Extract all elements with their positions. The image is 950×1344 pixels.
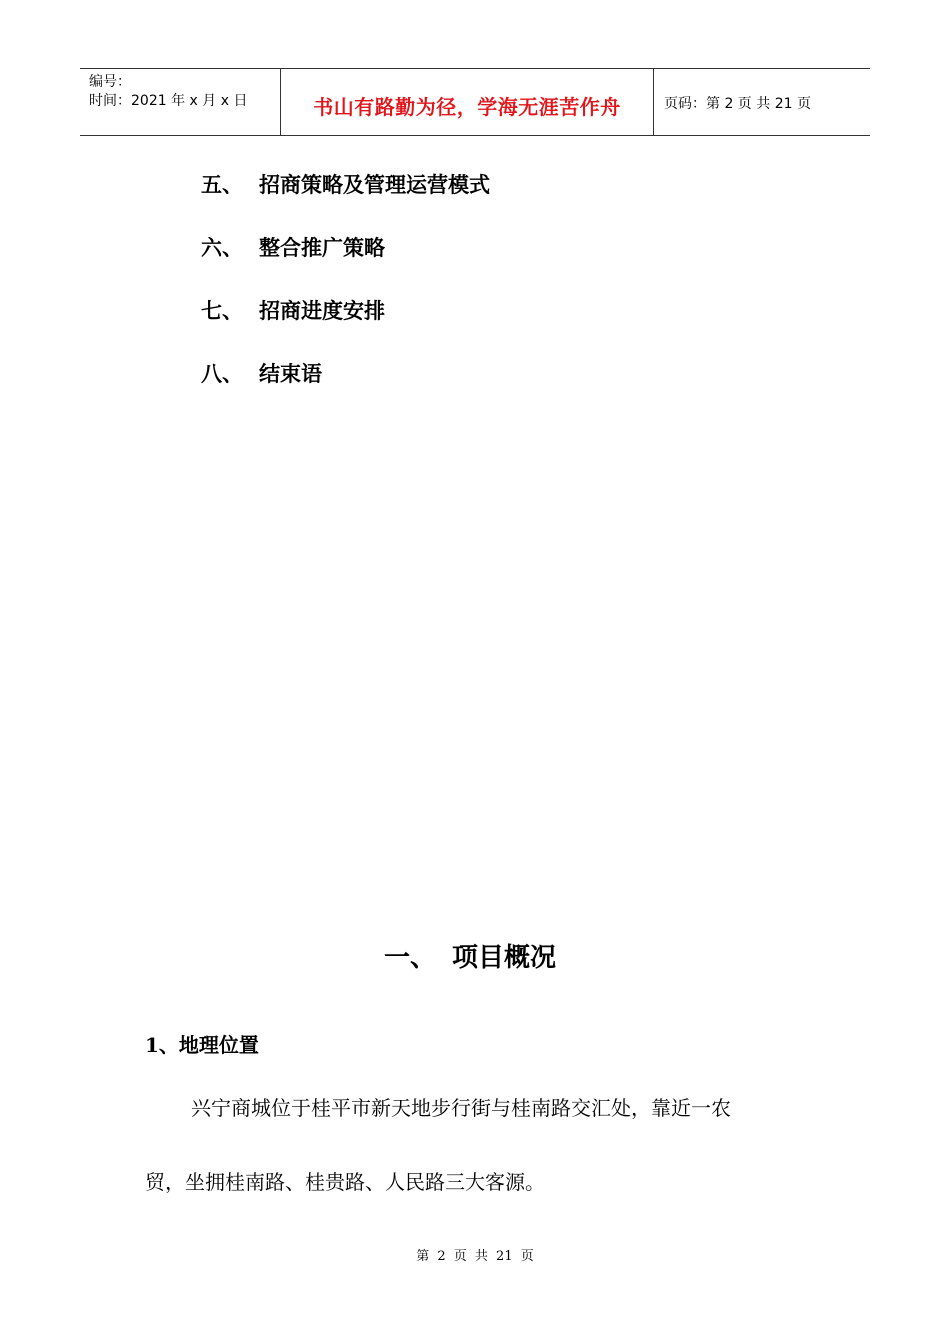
toc-item-text: 招商进度安排	[259, 299, 385, 323]
serial-number-label: 编号：	[89, 74, 131, 90]
toc-item-5	[201, 170, 490, 200]
section-number: 一、	[384, 943, 437, 973]
page-header	[80, 68, 870, 136]
subsection-heading: 1、地理位置	[145, 1033, 259, 1057]
toc-item-6	[201, 233, 385, 263]
date-label: 时间：2021 年 x 月 x 日	[89, 93, 248, 109]
motto-text: 书山有路勤为径，学海无涯苦作舟	[313, 94, 621, 119]
section-heading	[384, 940, 556, 976]
page-footer: 第 2 页 共 21 页	[416, 1249, 534, 1264]
header-motto-cell	[281, 69, 654, 135]
toc-item-number: 五、	[201, 173, 243, 197]
toc-item-number: 六、	[201, 236, 243, 260]
body-paragraph-line-1: 兴宁商城位于桂平市新天地步行街与桂南路交汇处，靠近一农	[191, 1096, 731, 1120]
header-page-cell	[654, 69, 870, 135]
toc-item-number: 七、	[201, 299, 243, 323]
page-info: 页码：第 2 页 共 21 页	[664, 96, 811, 112]
toc-item-text: 招商策略及管理运营模式	[259, 173, 490, 197]
header-meta-cell	[80, 69, 281, 135]
toc-item-number: 八、	[201, 362, 243, 386]
body-paragraph-line-2: 贸，坐拥桂南路、桂贵路、人民路三大客源。	[145, 1170, 545, 1194]
toc-item-text: 结束语	[259, 362, 322, 386]
toc-item-text: 整合推广策略	[259, 236, 385, 260]
toc-item-8	[201, 359, 322, 389]
section-title-text: 项目概况	[452, 943, 557, 973]
toc-item-7	[201, 296, 385, 326]
